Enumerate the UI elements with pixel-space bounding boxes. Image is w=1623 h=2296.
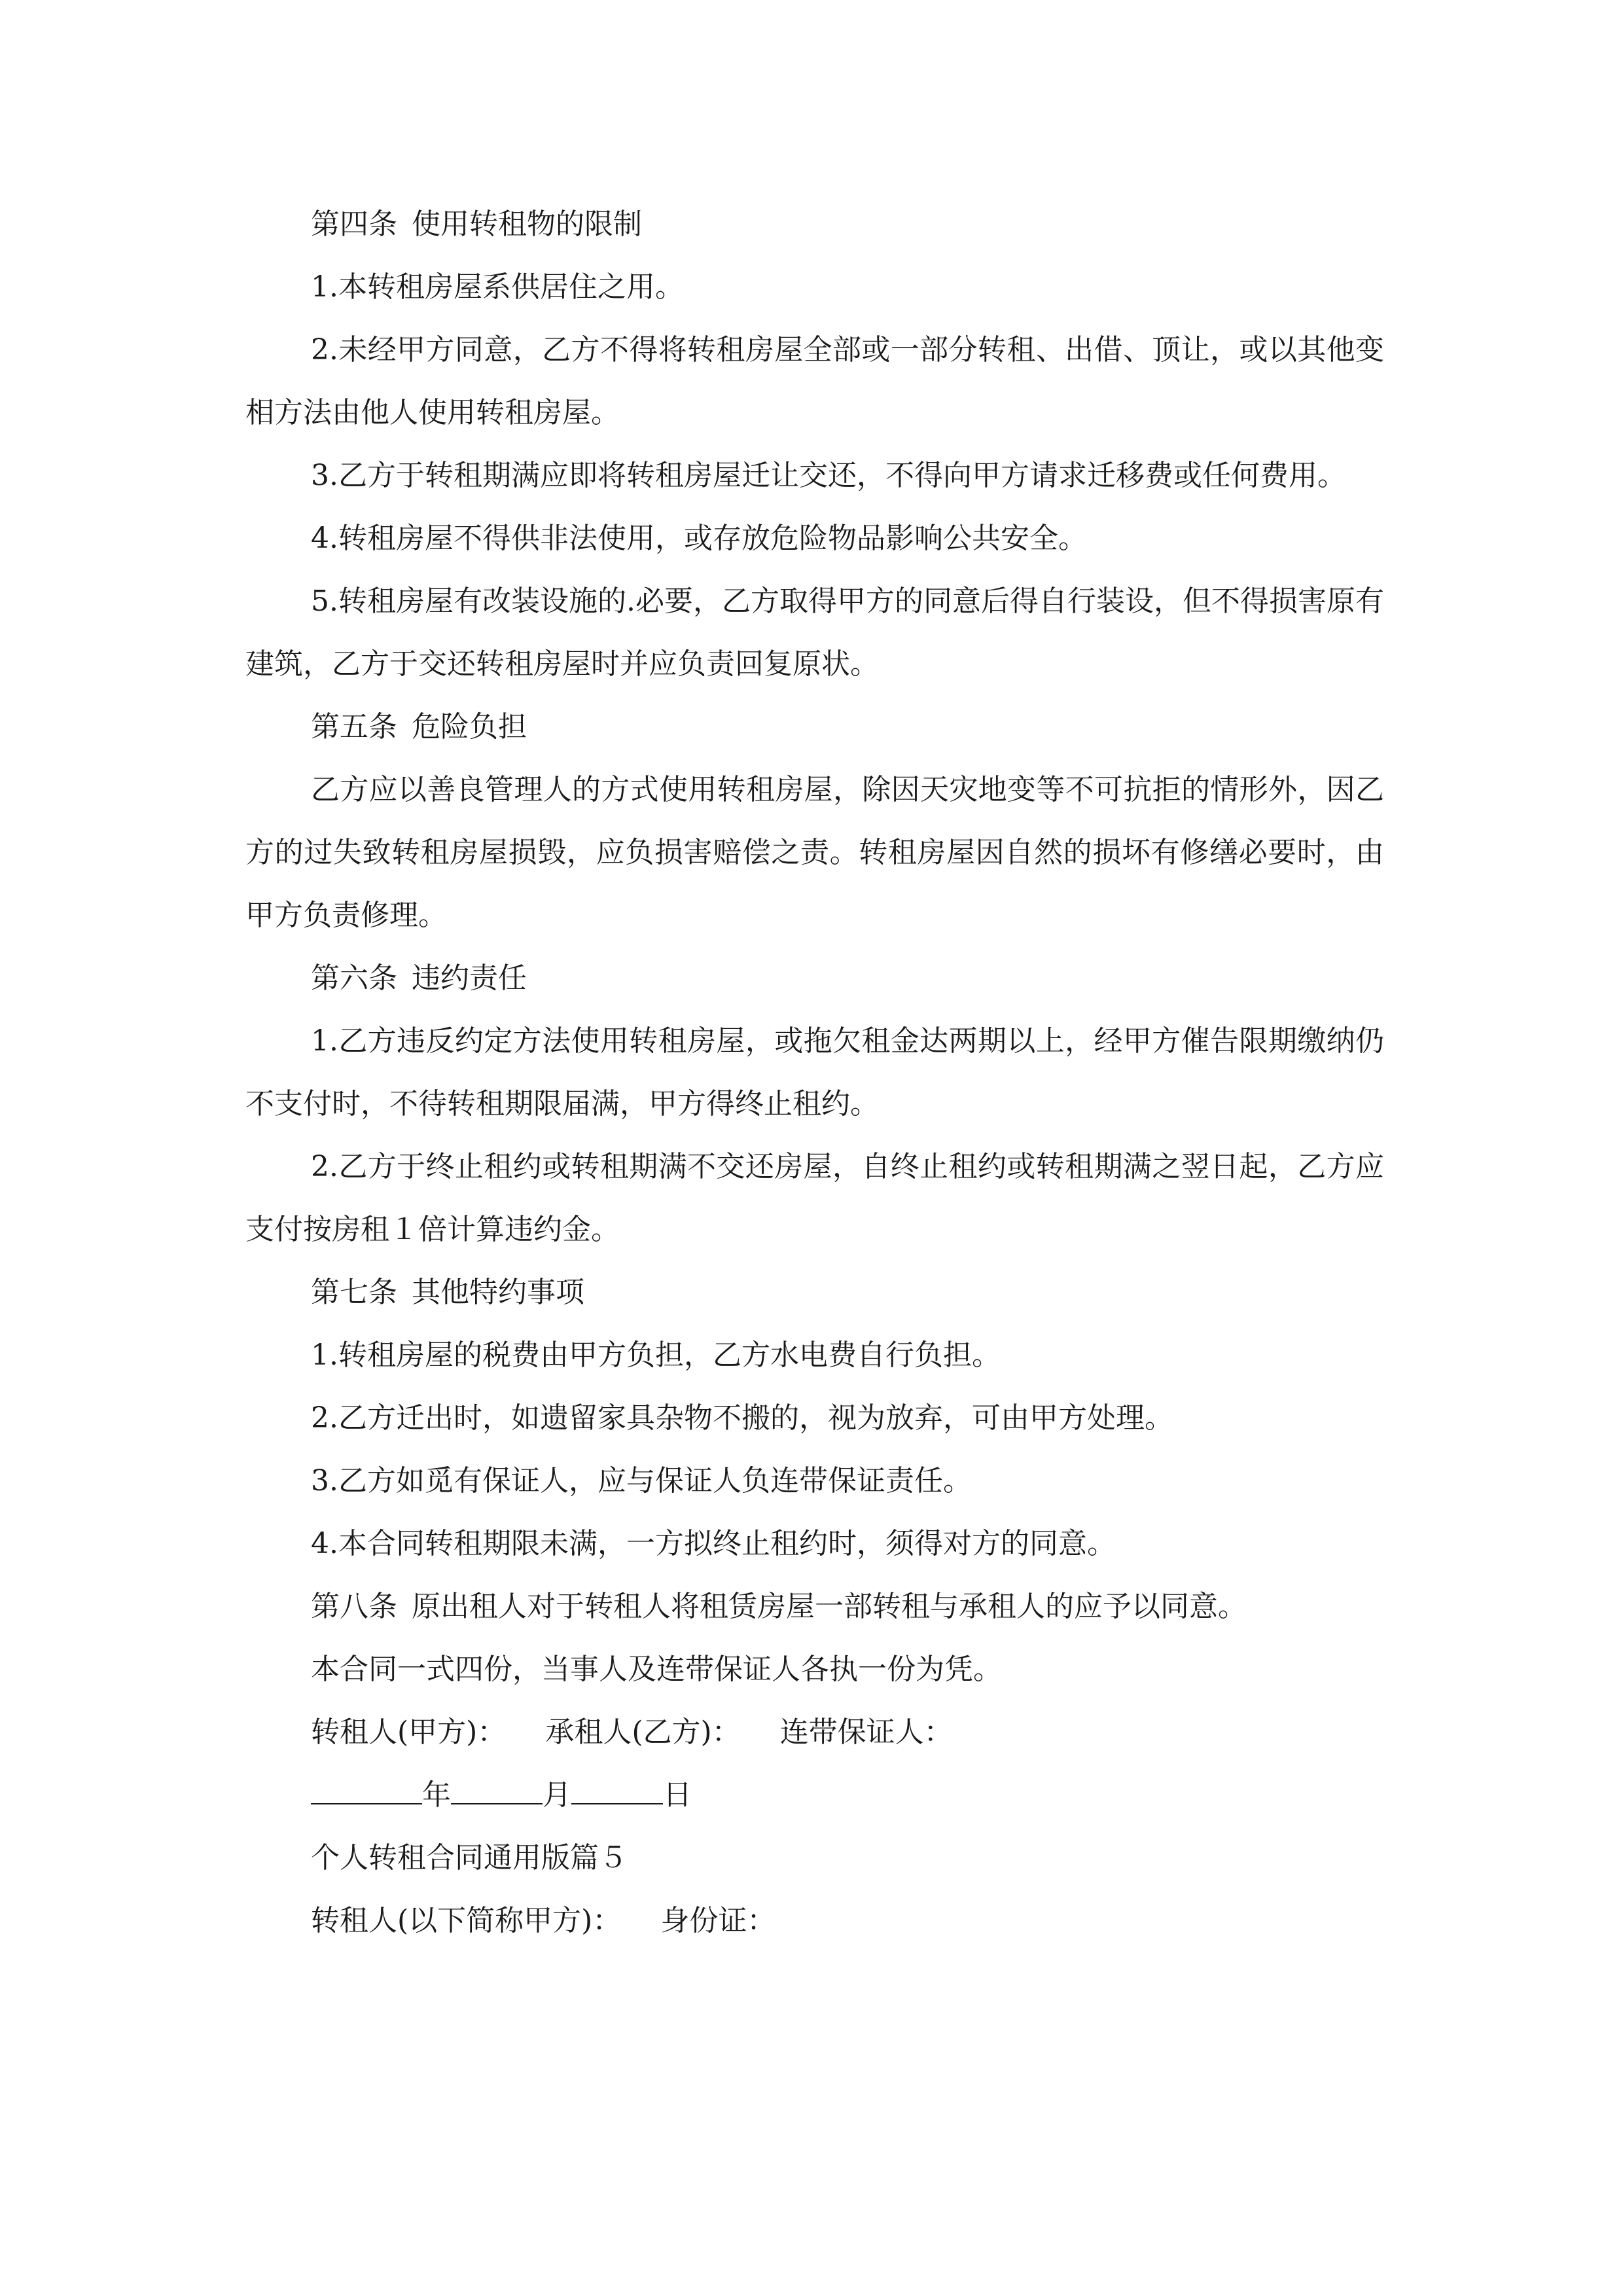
article-title: 危险负担 <box>412 710 527 744</box>
article-6-heading <box>245 947 1384 1010</box>
article-7-item-4: 4.本合同转租期限未满，一方拟终止租约时，须得对方的同意。 <box>311 1527 1116 1560</box>
article-7-item-2: 2.乙方迁出时，如遗留家具杂物不搬的，视为放弃，可由甲方处理。 <box>311 1401 1173 1435</box>
guarantor-signature-label: 连带保证人： <box>779 1715 953 1749</box>
article-6-item-1: 1.乙方违反约定方法使用转租房屋，或拖欠租金达两期以上，经甲方催告限期缴纳仍不支付时，不待转租期限届满，甲方得终止租约。 <box>245 1024 1384 1121</box>
article-8-heading <box>245 1575 1384 1638</box>
article-title: 使用转租物的限制 <box>412 207 642 241</box>
id-card-label: 身份证： <box>660 1904 776 1937</box>
date-line <box>245 1764 1384 1827</box>
article-7-heading <box>245 1261 1384 1324</box>
lessee-signature-label: 承租人(乙方)： <box>545 1715 741 1749</box>
article-5-body: 乙方应以善良管理人的方式使用转租房屋，除因天灾地变等不可抗拒的情形外，因乙方的过失致转租房屋损毁，应负损害赔偿之责。转租房屋因自然的损坏有修缮必要时，由甲方负责修理。 <box>245 773 1384 932</box>
next-party-line <box>245 1890 1384 1952</box>
article-4-item-2: 2.未经甲方同意，乙方不得将转租房屋全部或一部分转租、出借、顶让，或以其他变相方法由他人使用转租房屋。 <box>245 333 1384 429</box>
month-label: 月 <box>543 1778 571 1812</box>
next-sublessor-label: 转租人(以下简称甲方)： <box>311 1904 622 1937</box>
article-number: 第六条 <box>311 961 397 995</box>
year-label: 年 <box>422 1778 451 1812</box>
article-number: 第八条 <box>311 1590 397 1623</box>
article-4-item-1: 1.本转租房屋系供居住之用。 <box>311 270 684 304</box>
article-7-item-3: 3.乙方如觅有保证人，应与保证人负连带保证责任。 <box>311 1464 972 1498</box>
article-title: 其他特约事项 <box>412 1276 584 1309</box>
article-7-item-1: 1.转租房屋的税费由甲方负担，乙方水电费自行负担。 <box>311 1338 1001 1372</box>
article-5-heading <box>245 696 1384 759</box>
article-4-item-3: 3.乙方于转租期满应即将转租房屋迁让交还，不得向甲方请求迁移费或任何费用。 <box>311 459 1346 492</box>
article-title: 原出租人对于转租人将租赁房屋一部转租与承租人的应予以同意。 <box>412 1590 1247 1623</box>
signature-line <box>245 1701 1384 1764</box>
article-4-item-5: 5.转租房屋有改装设施的.必要，乙方取得甲方的同意后得自行装设，但不得损害原有建筑，乙方于交还转租房屋时并应负责回复原状。 <box>245 584 1384 681</box>
article-number: 第五条 <box>311 710 397 744</box>
article-title: 违约责任 <box>412 961 527 995</box>
document-body <box>245 193 1384 1952</box>
article-6-item-2: 2.乙方于终止租约或转租期满不交还房屋，自终止租约或转租期满之翌日起，乙方应支付按房租１倍计算违约金。 <box>245 1150 1384 1246</box>
month-blank <box>451 1773 543 1804</box>
day-blank <box>571 1773 663 1804</box>
article-number: 第七条 <box>311 1276 397 1309</box>
article-number: 第四条 <box>311 207 397 241</box>
article-4-heading <box>245 193 1384 256</box>
next-section-title: 个人转租合同通用版篇５ <box>311 1841 628 1874</box>
copies-statement: 本合同一式四份，当事人及连带保证人各执一份为凭。 <box>311 1653 1002 1686</box>
article-4-item-4: 4.转租房屋不得供非法使用，或存放危险物品影响公共安全。 <box>311 522 1087 555</box>
sublessor-signature-label: 转租人(甲方)： <box>311 1715 507 1749</box>
day-label: 日 <box>663 1778 692 1812</box>
year-blank <box>311 1773 422 1804</box>
